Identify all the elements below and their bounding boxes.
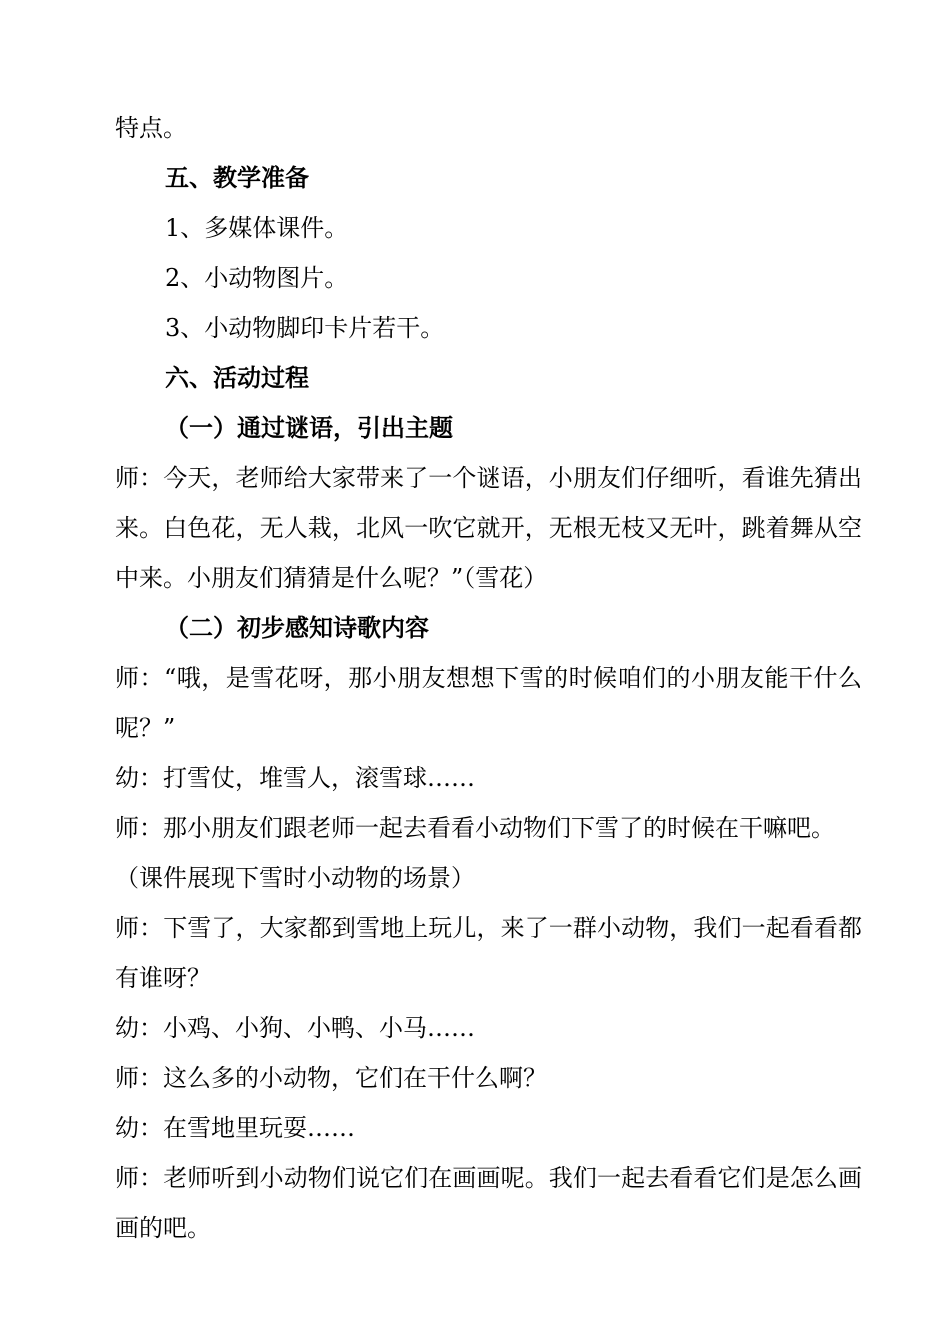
child-answer-paragraph: 幼：打雪仗，堆雪人，滚雪球…… <box>115 764 475 792</box>
teacher-what-doing: 师：这么多的小动物，它们在干什么啊？ <box>115 1064 547 1092</box>
list-item-3: 3、小动物脚印卡片若干。 <box>165 314 445 342</box>
child-animals-answer: 幼：小鸡、小狗、小鸭、小马…… <box>115 1014 475 1042</box>
subsection-heading-2: （二）初步感知诗歌内容 <box>165 613 429 642</box>
courseware-note: （课件展现下雪时小动物的场景） <box>115 864 475 892</box>
teacher-painting-paragraph: 师：老师听到小动物们说它们在画画呢。我们一起去看看它们是怎么画画的吧。 <box>115 1164 862 1242</box>
list-item-1: 1、多媒体课件。 <box>165 214 349 242</box>
teacher-riddle-paragraph: 师：今天，老师给大家带来了一个谜语，小朋友们仔细听，看谁先猜出来。白色花，无人栽，北风一吹它就开，无根无枝又无叶，跳着舞从空中来。小朋友们猜猜是什么呢？”（雪花） <box>115 464 862 592</box>
subsection-heading-1: （一）通过谜语，引出主题 <box>165 413 453 442</box>
teacher-invite-paragraph: 师：那小朋友们跟老师一起去看看小动物们下雪了的时候在干嘛吧。 <box>115 814 835 842</box>
teacher-animals-paragraph: 师：下雪了，大家都到雪地上玩儿，来了一群小动物，我们一起看看都有谁呀？ <box>115 914 862 992</box>
paragraph-continuation: 特点。 <box>115 114 187 142</box>
section-heading-6: 六、活动过程 <box>165 363 309 392</box>
list-item-2: 2、小动物图片。 <box>165 264 349 292</box>
teacher-question-paragraph: 师：“哦，是雪花呀，那小朋友想想下雪的时候咱们的小朋友能干什么呢？” <box>115 664 862 742</box>
document-page <box>115 103 862 1253</box>
child-playing-answer: 幼：在雪地里玩耍…… <box>115 1114 355 1142</box>
section-heading-5: 五、教学准备 <box>165 163 309 192</box>
